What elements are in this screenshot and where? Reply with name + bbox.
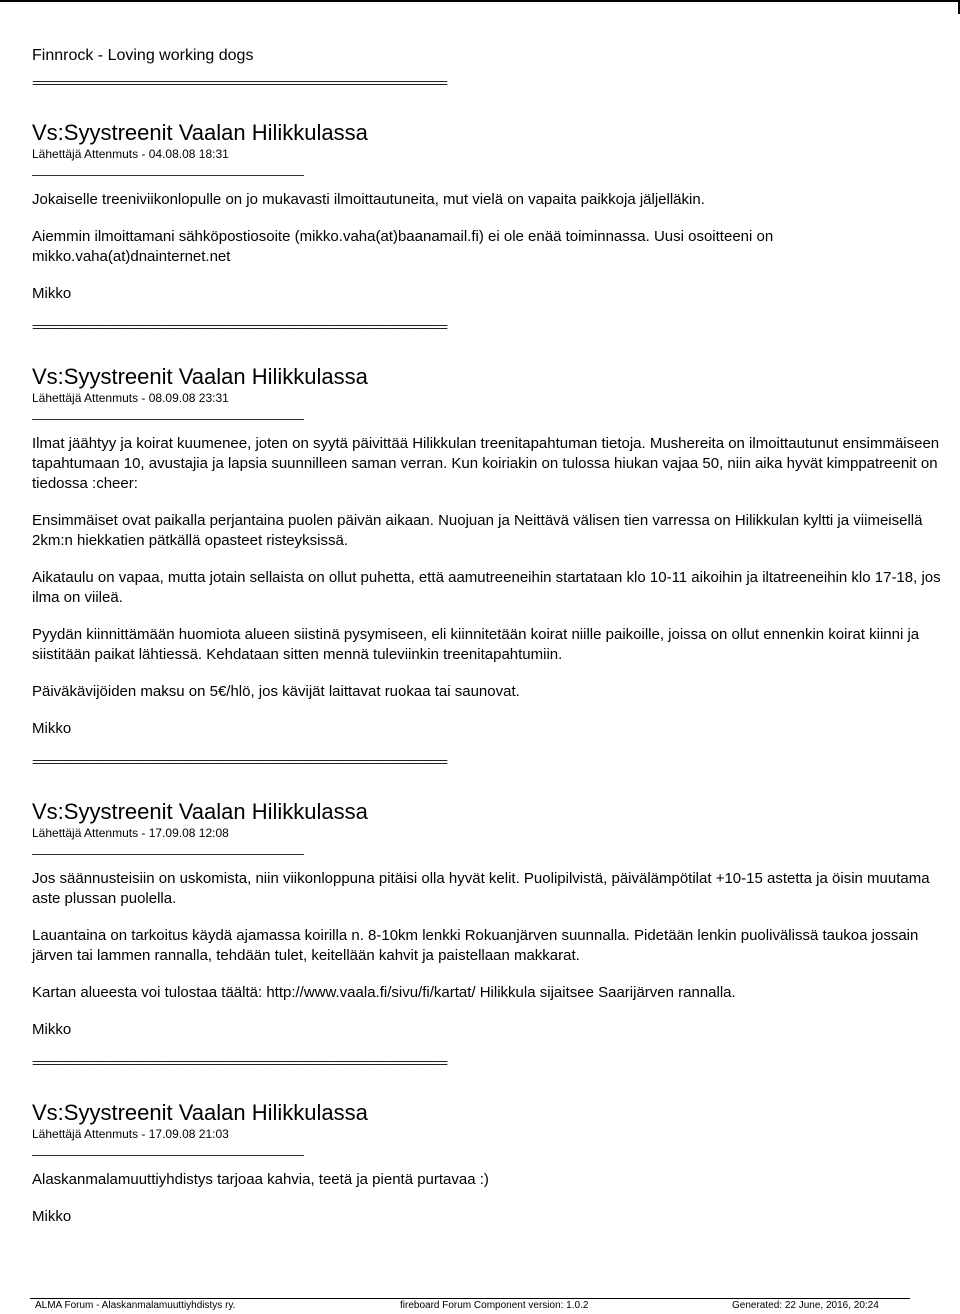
post-paragraph: Aikataulu on vapaa, mutta jotain sellaista on ollut puhetta, että aamutreeneihin startataan klo 10-11 aikoihin ja iltatreeneihin klo 17-18, jos ilma on viileä. [32, 569, 941, 606]
post-title: Vs:Syystreenit Vaalan Hilikkulassa [32, 364, 368, 389]
forum-post [32, 121, 960, 336]
site-title: Finnrock - Loving working dogs [32, 47, 254, 64]
post-body [32, 190, 960, 304]
post-meta: Lähettäjä Attenmuts - 08.09.08 23:31 [32, 391, 229, 405]
separator-line: ============================================================================ [32, 77, 447, 91]
post-paragraph: Ensimmäiset ovat paikalla perjantaina puolen päivän aikaan. Nuojuan ja Neittävä välisen tien varressa on Hilikkulan kyltti ja viimeisellä 2km:n hiekkatien pätkällä opasteet risteyksissä. [32, 512, 923, 549]
footer-rule [30, 1298, 910, 1299]
post-paragraph: Alaskanmalamuuttiyhdistys tarjoaa kahvia, teetä ja pientä purtavaa :) [32, 1171, 489, 1188]
post-paragraph: Kartan alueesta voi tulostaa täältä: http://www.vaala.fi/sivu/fi/kartat/ Hilikkula sijaitsee Saarijärven rannalla. [32, 984, 736, 1001]
post-divider [32, 175, 304, 176]
post-paragraph: Ilmat jäähtyy ja koirat kuumenee, joten on syytä päivittää Hilikkulan treenitapahtuman tietoja. Mushereita on ilmoittautunut ensimmäiseen tapahtumaan 10, avustajia ja lapsia suunnilleen saman verran. Kun koiriakin on tulossa hiukan vajaa 50, niin aika hyvät kimppatreenit on tiedossa :cheer: [32, 435, 940, 492]
post-list [32, 121, 960, 1227]
post-body [32, 869, 960, 1040]
post-paragraph: Aiemmin ilmoittamani sähköpostiosoite (mikko.vaha(at)baanamail.fi) ei ole enää toiminnassa. Uusi osoitteeni on mikko.vaha(at)dnainternet.net [32, 228, 774, 265]
footer-component-version: fireboard Forum Component version: 1.0.2 [400, 1300, 589, 1311]
forum-post [32, 365, 960, 771]
post-divider [32, 854, 304, 855]
post-divider [32, 419, 304, 420]
top-border [0, 0, 960, 2]
page-footer [0, 1300, 960, 1314]
footer-generated-date: Generated: 22 June, 2016, 20:24 [732, 1300, 879, 1311]
post-title: Vs:Syystreenit Vaalan Hilikkulassa [32, 120, 368, 145]
post-paragraph: Pyydän kiinnittämään huomiota alueen siistinä pysymiseen, eli kiinnitetään koirat niille paikoille, joissa on ollut ennenkin koirat kiinni ja siistitään paikat lähtiessä. Kehdataan sitten mennä tuleviinkin treenitapahtumiin. [32, 626, 920, 663]
separator-line: ============================================================================ [32, 756, 447, 770]
post-divider [32, 1155, 304, 1156]
separator-line: ============================================================================ [32, 1057, 447, 1071]
post-meta: Lähettäjä Attenmuts - 17.09.08 21:03 [32, 1127, 229, 1141]
separator-line: ============================================================================ [32, 321, 447, 335]
post-paragraph: Jos säännusteisiin on uskomista, niin viikonloppuna pitäisi olla hyvät kelit. Puolipilvistä, päivälämpötilat +10-15 astetta ja öisin muutama aste plussan puolella. [32, 870, 930, 907]
post-signature: Mikko [32, 1208, 72, 1225]
post-paragraph: Lauantaina on tarkoitus käydä ajamassa koirilla n. 8-10km lenkki Rokuanjärven suunnalla. Pidetään lenkin puolivälissä taukoa jossain järven tai lammen rannalla, tehdään tulet, keitellään kahvit ja paistellaan makkarat. [32, 927, 919, 964]
post-signature: Mikko [32, 720, 72, 737]
forum-post [32, 800, 960, 1072]
post-body [32, 1170, 960, 1227]
post-signature: Mikko [32, 1021, 72, 1038]
forum-post [32, 1101, 960, 1227]
post-title: Vs:Syystreenit Vaalan Hilikkulassa [32, 799, 368, 824]
post-signature: Mikko [32, 285, 72, 302]
post-paragraph: Päiväkävijöiden maksu on 5€/hlö, jos kävijät laittavat ruokaa tai saunovat. [32, 683, 520, 700]
post-meta: Lähettäjä Attenmuts - 04.08.08 18:31 [32, 147, 229, 161]
page-content [32, 46, 960, 1227]
footer-forum-name: ALMA Forum - Alaskanmalamuuttiyhdistys ry. [35, 1300, 236, 1311]
post-paragraph: Jokaiselle treeniviikonlopulle on jo mukavasti ilmoittautuneita, mut vielä on vapaita paikkoja jäljelläkin. [32, 191, 705, 208]
post-body [32, 434, 960, 739]
post-title: Vs:Syystreenit Vaalan Hilikkulassa [32, 1100, 368, 1125]
post-meta: Lähettäjä Attenmuts - 17.09.08 12:08 [32, 826, 229, 840]
